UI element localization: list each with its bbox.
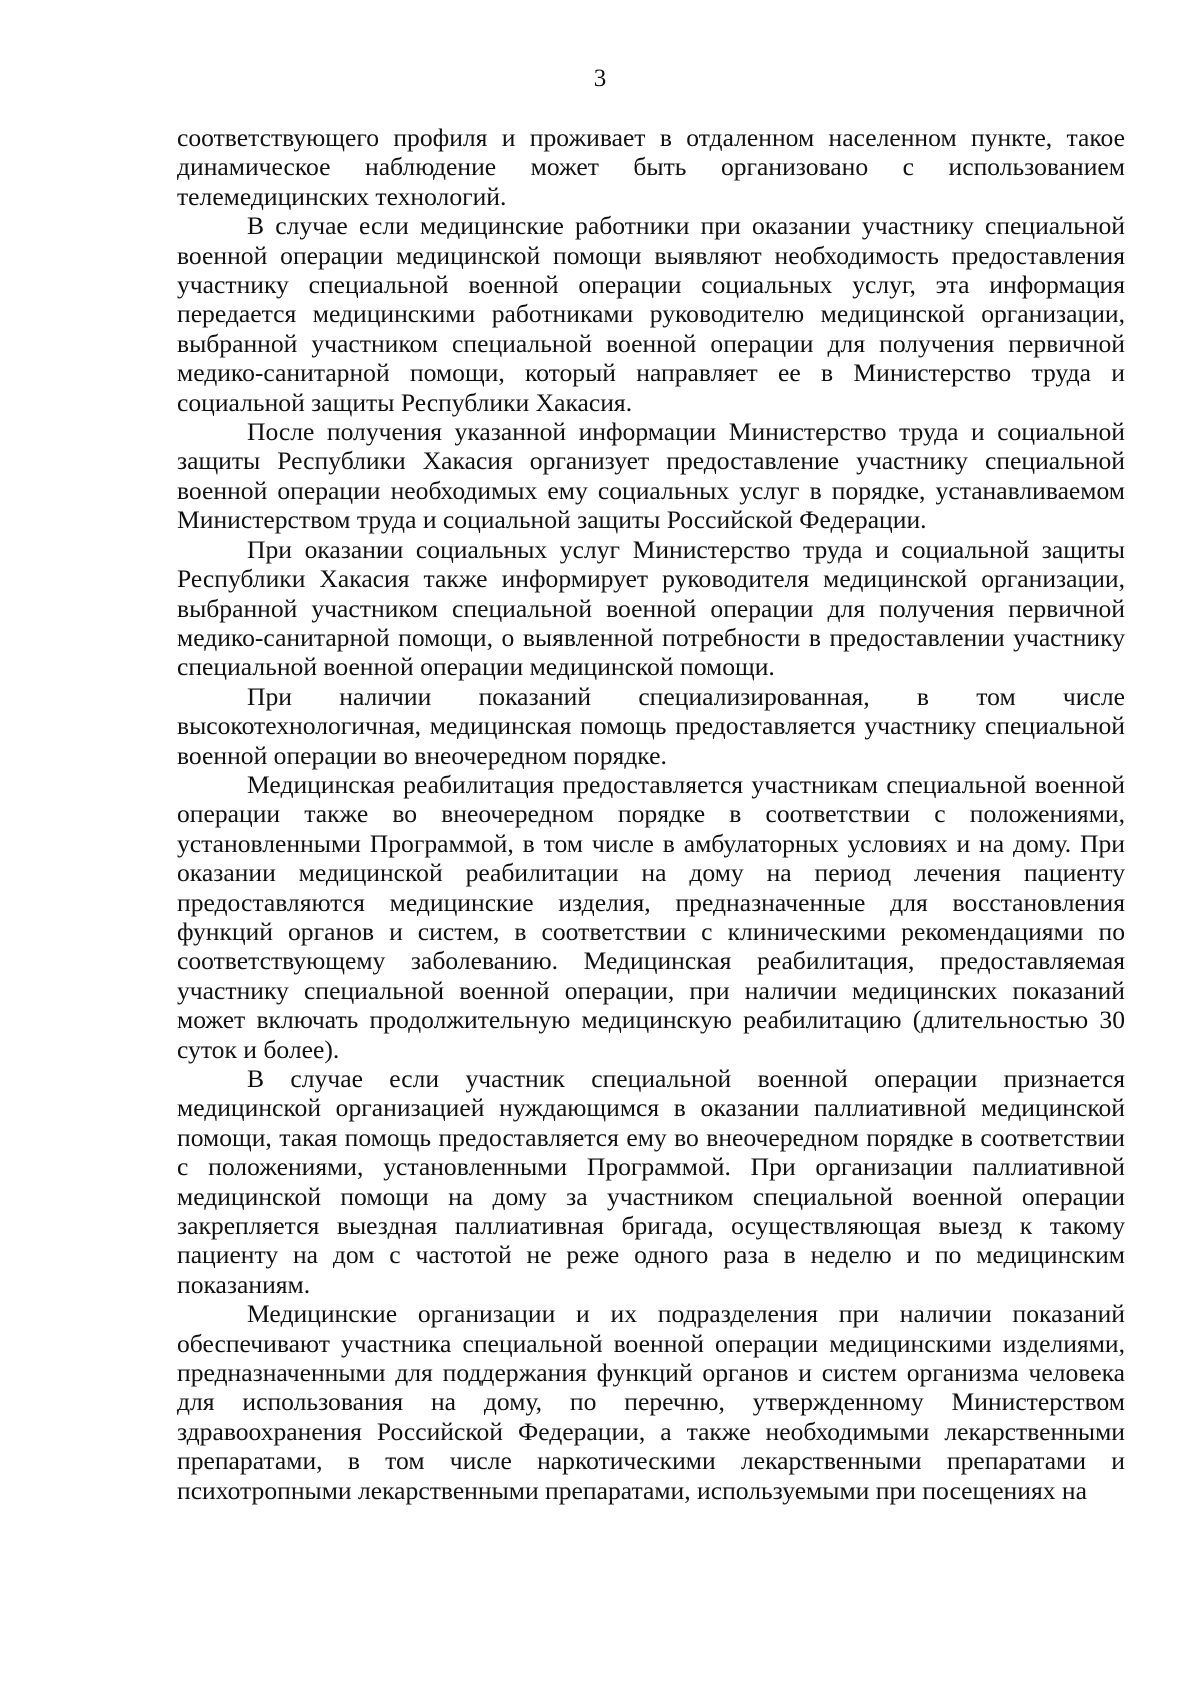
paragraph-7: В случае если участник специальной военной операции признается медицинской организацией нуждающимся в оказании паллиативной медицинской помощи, такая помощь предоставляется ему во внеочередном порядке в соответствии с положениями, установленными Программой. При организации паллиативной медицинской помощи на дому за участником специальной военной операции закрепляется выездная паллиативная бригада, осуществляющая выезд к такому пациенту на дом с частотой не реже одного раза в неделю и по медицинским показаниям.	[177, 1064, 1125, 1299]
document-body	[177, 123, 1125, 1505]
paragraph-3: После получения указанной информации Министерство труда и социальной защиты Республики Хакасия организует предоставление участнику специальной военной операции необходимых ему социальных услуг в порядке, устанавливаемом Министерством труда и социальной защиты Российской Федерации.	[177, 417, 1125, 535]
paragraph-4: При оказании социальных услуг Министерство труда и социальной защиты Республики Хакасия также информирует руководителя медицинской организации, выбранной участником специальной военной операции для получения первичной медико-санитарной помощи, о выявленной потребности в предоставлении участнику специальной военной операции медицинской помощи.	[177, 534, 1125, 682]
paragraph-1: соответствующего профиля и проживает в отдаленном населенном пункте, такое динамическое наблюдение может быть организовано с использованием телемедицинских технологий.	[177, 123, 1125, 211]
paragraph-6: Медицинская реабилитация предоставляется участникам специальной военной операции также во внеочередном порядке в соответствии с положениями, установленными Программой, в том числе в амбулаторных условиях и на дому. При оказании медицинской реабилитации на дому на период лечения пациенту предоставляются медицинские изделия, предназначенные для восстановления функций органов и систем, в соответствии с клиническими рекомендациями по соответствующему заболеванию. Медицинская реабилитация, предоставляемая участнику специальной военной операции, при наличии медицинских показаний может включать продолжительную медицинскую реабилитацию (длительностью 30 суток и более).	[177, 769, 1125, 1064]
paragraph-5: При наличии показаний специализированная, в том числе высокотехнологичная, медицинская помощь предоставляется участнику специальной военной операции во внеочередном порядке.	[177, 681, 1125, 770]
paragraph-8: Медицинские организации и их подразделения при наличии показаний обеспечивают участника специальной военной операции медицинскими изделиями, предназначенными для поддержания функций органов и систем организма человека для использования на дому, по перечню, утвержденному Министерством здравоохранения Российской Федерации, а также необходимыми лекарственными препаратами, в том числе наркотическими лекарственными препаратами и психотропными лекарственными препаратами, используемыми при посещениях на	[177, 1299, 1125, 1505]
paragraph-2: В случае если медицинские работники при оказании участнику специальной военной операции медицинской помощи выявляют необходимость предоставления участнику специальной военной операции социальных услуг, эта информация передается медицинскими работниками руководителю медицинской организации, выбранной участником специальной военной операции для получения первичной медико-санитарной помощи, который направляет ее в Министерство труда и социальной защиты Республики Хакасия.	[177, 211, 1125, 417]
page-number: 3	[593, 65, 607, 92]
